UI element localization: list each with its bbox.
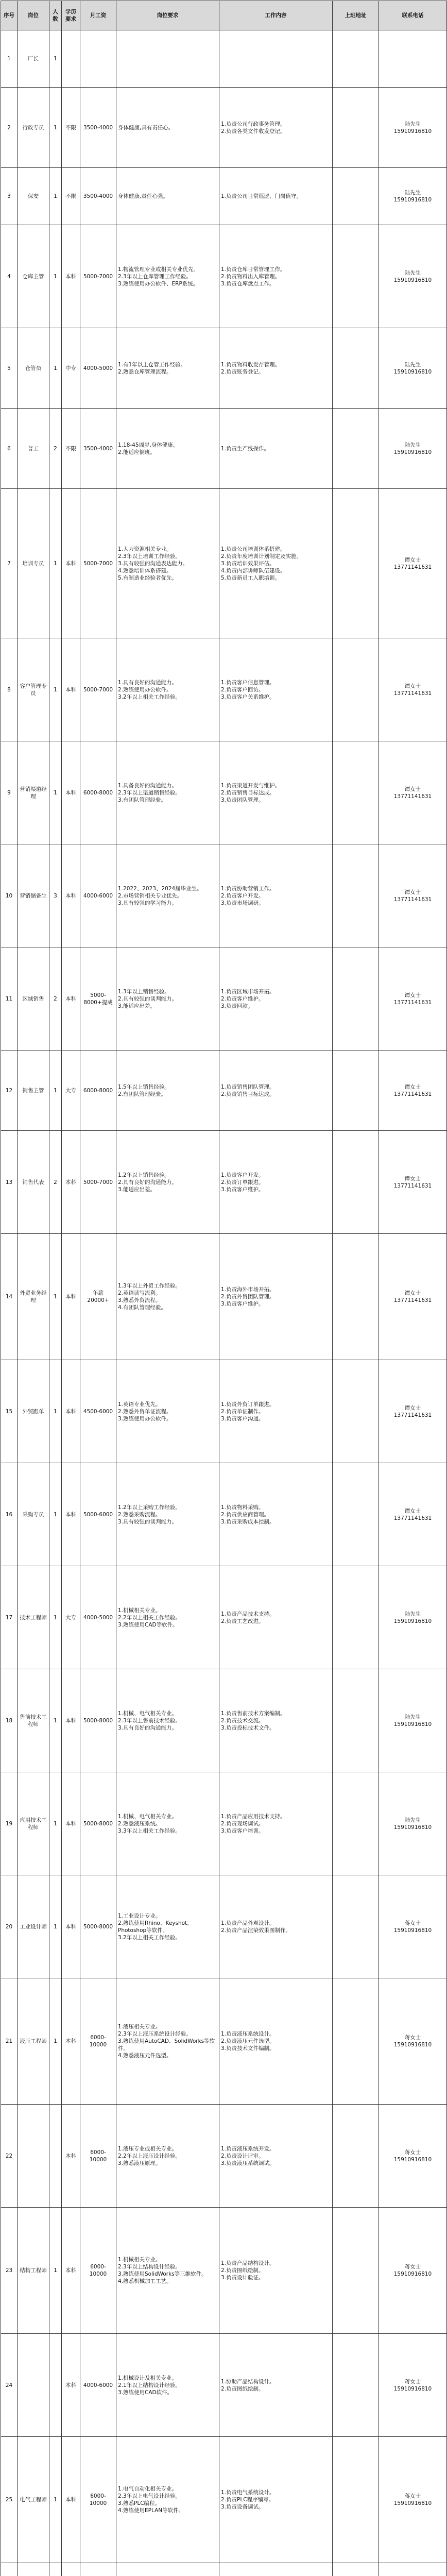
cell-addr [333, 168, 379, 225]
cell-addr [333, 1875, 379, 1978]
cell-tel: 谭女士 13771141631 [379, 741, 447, 844]
table-row [1, 1360, 447, 1463]
cell-work: 1.负责仓库日常管理工作。 2.负责物料出入库管理。 3.负责仓库盘点工作。 [219, 225, 333, 328]
cell-edu: 不限 [62, 168, 80, 225]
column-header: 学历要求 [62, 1, 80, 30]
cell-pay: 6000-10000 [80, 2105, 116, 2208]
cell-work: 1.负责渠道开发与维护。 2.负责销售目标达成。 3.负责团队管理。 [219, 741, 333, 844]
cell-pay: 4000-5000 [80, 328, 116, 409]
cell-addr [333, 88, 379, 168]
cell-post [18, 2105, 49, 2208]
cell-req: 1.3年以上外贸工作经验。 2.英语读写流利。 3.熟悉外贸流程。 4.有团队管理经验。 [116, 1234, 219, 1360]
cell-num [49, 2563, 62, 2576]
cell-addr [333, 2105, 379, 2208]
cell-no: 20 [1, 1875, 18, 1978]
cell-req [116, 30, 219, 88]
cell-no: 22 [1, 2105, 18, 2208]
table-row [1, 489, 447, 638]
cell-pay: 5000-7000 [80, 489, 116, 638]
cell-work: 1.负责协助营销工作。 2.负责客户开发。 3.负责市场调研。 [219, 844, 333, 947]
table-row [1, 1772, 447, 1875]
cell-post: 外贸跟单 [18, 1360, 49, 1463]
cell-tel: 陆先生 15910916810 [379, 88, 447, 168]
cell-num: 1 [49, 638, 62, 741]
cell-pay [80, 2563, 116, 2576]
cell-req: 身体健康,具有责任心。 [116, 88, 219, 168]
cell-req: 1.机械相关专业。 2.3年以上结构设计经验。 3.熟练使用SolidWorks等三维软件。 4.熟悉机械加工工艺。 [116, 2208, 219, 2334]
cell-addr [333, 30, 379, 88]
cell-edu: 中专 [62, 328, 80, 409]
cell-edu: 本科 [62, 1669, 80, 1772]
cell-no: 21 [1, 1978, 18, 2105]
cell-work: 1.负责销售团队管理。 2.负责销售目标达成。 [219, 1050, 333, 1131]
cell-work: 1.负责区域市场开拓。 2.负责客户维护。 3.负责回款。 [219, 947, 333, 1050]
table-row [1, 1875, 447, 1978]
cell-tel: 谭女士 13771141631 [379, 1360, 447, 1463]
cell-req: 1.英语专业优先。 2.熟悉外贸单证流程。 3.熟练使用办公软件。 [116, 1360, 219, 1463]
cell-work: 1.负责客户开发。 2.负责订单跟进。 3.负责客户维护。 [219, 1131, 333, 1234]
cell-pay: 6000-10000 [80, 2437, 116, 2563]
cell-addr [333, 1463, 379, 1566]
cell-no: 18 [1, 1669, 18, 1772]
cell-post: 厂长 [18, 30, 49, 88]
cell-work: 1.负责液压系统设计。 2.负责液压元件选型。 3.负责技术文件编制。 [219, 1978, 333, 2105]
cell-req: 1.物流管理专业或相关专业优先。 2.3年以上仓库管理工作经验。 3.熟练使用办公软件、ERP系统。 [116, 225, 219, 328]
cell-post: 技术工程师 [18, 1566, 49, 1669]
cell-pay: 4500-6000 [80, 1360, 116, 1463]
cell-num: 1 [49, 2437, 62, 2563]
cell-num: 1 [49, 1566, 62, 1669]
cell-work: 1.负责物料采购。 2.负责供应商管理。 3.负责采购成本控制。 [219, 1463, 333, 1566]
cell-edu [62, 30, 80, 88]
header-row [1, 1, 447, 30]
cell-num: 2 [49, 1131, 62, 1234]
cell-addr [333, 2334, 379, 2437]
cell-num: 1 [49, 1978, 62, 2105]
cell-work: 1.负责公司行政事务管理。 2.负责各类文件收发登记。 [219, 88, 333, 168]
table-row [1, 2208, 447, 2334]
cell-tel: 谭女士 13771141631 [379, 1050, 447, 1131]
cell-post: 采购专员 [18, 1463, 49, 1566]
cell-tel: 陆先生 15910916810 [379, 328, 447, 409]
cell-addr [333, 2208, 379, 2334]
cell-addr [333, 1566, 379, 1669]
cell-edu: 不限 [62, 88, 80, 168]
cell-addr [333, 2437, 379, 2563]
cell-tel: 陆先生 15910916810 [379, 409, 447, 489]
cell-work: 1.协助产品结构设计。 2.负责图纸绘制。 [219, 2334, 333, 2437]
cell-no: 15 [1, 1360, 18, 1463]
cell-pay: 3500-4000 [80, 88, 116, 168]
cell-no: 10 [1, 844, 18, 947]
cell-post: 客户管理专员 [18, 638, 49, 741]
column-header: 岗位 [18, 1, 49, 30]
cell-req: 1.3年以上销售经验。 2.具有较强的谈判能力。 3.能适应出差。 [116, 947, 219, 1050]
cell-edu: 本科 [62, 489, 80, 638]
table-row [1, 1669, 447, 1772]
cell-no: 13 [1, 1131, 18, 1234]
cell-edu: 本科 [62, 844, 80, 947]
cell-tel: 陆先生 15910916810 [379, 1772, 447, 1875]
cell-work: 1.负责客户信息管理。 2.负责客户回访。 3.负责客户关系维护。 [219, 638, 333, 741]
cell-tel: 谭女士 13771141631 [379, 1234, 447, 1360]
cell-req: 1.机械、电气相关专业。 2.熟悉液压系统。 3.3年以上相关工作经验。 [116, 1772, 219, 1875]
cell-addr [333, 409, 379, 489]
cell-tel: 蒋女士 15910916810 [379, 2334, 447, 2437]
cell-edu: 大专 [62, 1566, 80, 1669]
table-row [1, 2334, 447, 2437]
cell-req: 1.2年以上销售经验。 2.具有良好的沟通能力。 3.能适应出差。 [116, 1131, 219, 1234]
cell-addr [333, 1772, 379, 1875]
cell-addr [333, 2563, 379, 2576]
cell-addr [333, 741, 379, 844]
cell-work: 1.负责电气系统设计。 2.负责PLC程序编写。 3.负责设备调试。 [219, 2437, 333, 2563]
cell-tel: 蒋女士 15910916810 [379, 2208, 447, 2334]
cell-num: 2 [49, 947, 62, 1050]
cell-pay: 5000-7000 [80, 225, 116, 328]
cell-req: 1.人力资源相关专业。 2.3年以上培训工作经验。 3.具有较强的沟通表达能力。 4.熟悉培训体系搭建。 5.有制造业经验者优先。 [116, 489, 219, 638]
cell-num: 1 [49, 2208, 62, 2334]
cell-edu: 本科 [62, 2437, 80, 2563]
cell-pay: 年薪20000+ [80, 1234, 116, 1360]
column-header: 上班地址 [333, 1, 379, 30]
cell-num: 1 [49, 225, 62, 328]
cell-addr [333, 489, 379, 638]
cell-num: 1 [49, 1234, 62, 1360]
cell-req: 1.液压专业或相关专业。 2.2年以上液压设计经验。 3.熟悉液压原理。 [116, 2105, 219, 2208]
table-row [1, 1978, 447, 2105]
cell-post: 液压工程师 [18, 1978, 49, 2105]
cell-work: 1.负责产品结构设计。 2.负责图纸绘制。 3.负责设计验证。 [219, 2208, 333, 2334]
table-row [1, 1566, 447, 1669]
cell-addr [333, 1050, 379, 1131]
cell-num: 1 [49, 489, 62, 638]
cell-tel: 蒋女士 15910916810 [379, 2105, 447, 2208]
cell-post: 仓库主管 [18, 225, 49, 328]
cell-work: 1.负责外贸订单跟进。 2.负责单证制作。 3.负责客户沟通。 [219, 1360, 333, 1463]
cell-work: 1.负责液压系统开发。 2.负责设计评审。 3.负责液压系统调试。 [219, 2105, 333, 2208]
cell-tel: 谭女士 13771141631 [379, 1463, 447, 1566]
cell-no: 1 [1, 30, 18, 88]
cell-addr [333, 844, 379, 947]
column-header: 联系电话 [379, 1, 447, 30]
cell-edu [62, 2563, 80, 2576]
cell-post: 工业设计师 [18, 1875, 49, 1978]
cell-post: 培训专员 [18, 489, 49, 638]
cell-post: 普工 [18, 409, 49, 489]
cell-addr [333, 1669, 379, 1772]
cell-tel: 陆先生 15910916810 [379, 1669, 447, 1772]
cell-num: 1 [49, 1875, 62, 1978]
cell-work: 1.负责产品技术支持。 2.负责工艺改进。 [219, 1566, 333, 1669]
cell-post: 外贸业务经理 [18, 1234, 49, 1360]
cell-pay [80, 30, 116, 88]
column-header: 序号 [1, 1, 18, 30]
cell-work [219, 2563, 333, 2576]
cell-no: 2 [1, 88, 18, 168]
cell-req: 1.18-45周岁,身体健康。 2.能适应倒班。 [116, 409, 219, 489]
table-row [1, 2105, 447, 2208]
cell-post: 仓管员 [18, 328, 49, 409]
cell-post: 保安 [18, 168, 49, 225]
cell-num: 1 [49, 30, 62, 88]
cell-req: 1.2022、2023、2024届毕业生。 2.市场营销相关专业优先。 3.具有较强的学习能力。 [116, 844, 219, 947]
cell-post: 销售代表 [18, 1131, 49, 1234]
cell-tel: 谭女士 13771141631 [379, 844, 447, 947]
cell-num: 1 [49, 1360, 62, 1463]
cell-num: 1 [49, 741, 62, 844]
cell-post: 营销储备生 [18, 844, 49, 947]
cell-num: 1 [49, 1772, 62, 1875]
cell-addr [333, 638, 379, 741]
cell-addr [333, 1131, 379, 1234]
table-row [1, 844, 447, 947]
cell-tel [379, 30, 447, 88]
table-row [1, 1050, 447, 1131]
cell-pay: 3500-4000 [80, 168, 116, 225]
table-row [1, 168, 447, 225]
cell-edu: 本科 [62, 741, 80, 844]
cell-tel: 蒋女士 15910916810 [379, 1875, 447, 1978]
cell-post: 售前技术工程师 [18, 1669, 49, 1772]
cell-no: 11 [1, 947, 18, 1050]
cell-req: 1.机械、电气相关专业。 2.3年以上售前技术经验。 3.具有良好的沟通能力。 [116, 1669, 219, 1772]
cell-pay: 6000-10000 [80, 2208, 116, 2334]
cell-no: 24 [1, 2334, 18, 2437]
cell-pay: 3500-4000 [80, 409, 116, 489]
cell-edu: 本科 [62, 947, 80, 1050]
cell-work: 1.负责海外市场开拓。 2.负责外贸团队管理。 3.负责客户维护。 [219, 1234, 333, 1360]
cell-no: 16 [1, 1463, 18, 1566]
cell-edu: 本科 [62, 2334, 80, 2437]
cell-work: 1.负责物料收发存管理。 2.负责账务登记。 [219, 328, 333, 409]
cell-pay: 5000-8000 [80, 1669, 116, 1772]
cell-edu: 本科 [62, 1875, 80, 1978]
cell-req: 1.工业设计专业。 2.熟练使用Rhino、Keyshot、Photoshop等软件。 3.2年以上相关工作经验。 [116, 1875, 219, 1978]
cell-work: 1.负责产品应用技术支持。 2.负责现场调试。 3.负责客户培训。 [219, 1772, 333, 1875]
cell-num [49, 2105, 62, 2208]
column-header: 岗位要求 [116, 1, 219, 30]
cell-req: 1.5年以上销售经验。 2.有团队管理经验。 [116, 1050, 219, 1131]
cell-post: 销售主管 [18, 1050, 49, 1131]
cell-req: 1.机械相关专业。 2.2年以上相关工作经验。 3.熟练使用CAD等软件。 [116, 1566, 219, 1669]
cell-num: 1 [49, 168, 62, 225]
cell-edu: 本科 [62, 2208, 80, 2334]
cell-req: 1.具备良好的沟通能力。 2.3年以上渠道销售经验。 3.有团队管理经验。 [116, 741, 219, 844]
cell-no [1, 2563, 18, 2576]
cell-edu: 不限 [62, 409, 80, 489]
table-row [1, 225, 447, 328]
recruitment-table [1, 1, 447, 2576]
cell-req: 1.2年以上采购工作经验。 2.熟悉采购流程。 3.具有较强的谈判能力。 [116, 1463, 219, 1566]
cell-no: 9 [1, 741, 18, 844]
cell-addr [333, 947, 379, 1050]
cell-num: 1 [49, 328, 62, 409]
cell-pay: 6000-8000 [80, 1050, 116, 1131]
table-row [1, 1131, 447, 1234]
cell-no: 14 [1, 1234, 18, 1360]
table-row [1, 409, 447, 489]
cell-post: 结构工程师 [18, 2208, 49, 2334]
cell-req: 1.电气自动化相关专业。 2.3年以上电气设计经验。 3.熟悉PLC编程。 4.熟练使用EPLAN等软件。 [116, 2437, 219, 2563]
cell-num: 3 [49, 844, 62, 947]
cell-edu: 本科 [62, 1360, 80, 1463]
cell-edu: 本科 [62, 2105, 80, 2208]
cell-num: 1 [49, 1669, 62, 1772]
cell-post: 电气工程师 [18, 2437, 49, 2563]
cell-addr [333, 328, 379, 409]
table-row [1, 2437, 447, 2563]
cell-edu: 本科 [62, 1978, 80, 2105]
cell-no: 3 [1, 168, 18, 225]
table-body [1, 30, 447, 2576]
cell-pay: 5000-6000 [80, 1463, 116, 1566]
cell-work: 1.负责产品外观设计。 2.负责产品渲染效果图制作。 [219, 1875, 333, 1978]
cell-work: 1.负责生产线操作。 [219, 409, 333, 489]
cell-pay: 5000-7000 [80, 1131, 116, 1234]
cell-tel: 陆先生 15910916810 [379, 168, 447, 225]
cell-no: 25 [1, 2437, 18, 2563]
cell-edu: 本科 [62, 1463, 80, 1566]
table-row [1, 88, 447, 168]
cell-tel [379, 2563, 447, 2576]
cell-tel: 谭女士 13771141631 [379, 638, 447, 741]
cell-work [219, 30, 333, 88]
cell-tel: 蒋女士 15910916810 [379, 1978, 447, 2105]
cell-num: 1 [49, 1050, 62, 1131]
cell-num: 2 [49, 409, 62, 489]
cell-post: 应用技术工程师 [18, 1772, 49, 1875]
cell-edu: 本科 [62, 638, 80, 741]
cell-req: 1.液压相关专业。 2.3年以上液压系统设计经验。 3.熟练使用AutoCAD、SolidWorks等软件。 4.熟悉液压元件选型。 [116, 1978, 219, 2105]
cell-no: 23 [1, 2208, 18, 2334]
cell-no: 5 [1, 328, 18, 409]
column-header: 工作内容 [219, 1, 333, 30]
table-row [1, 741, 447, 844]
cell-req [116, 2563, 219, 2576]
cell-work: 1.负责售前技术方案编制。 2.负责技术交流。 3.负责投标技术文件。 [219, 1669, 333, 1772]
cell-req: 身体健康,责任心强。 [116, 168, 219, 225]
cell-addr [333, 1978, 379, 2105]
cell-post [18, 2334, 49, 2437]
cell-no: 8 [1, 638, 18, 741]
cell-num: 1 [49, 88, 62, 168]
cell-pay: 5000-7000 [80, 638, 116, 741]
cell-no: 4 [1, 225, 18, 328]
cell-pay: 6000-10000 [80, 1978, 116, 2105]
cell-edu: 本科 [62, 225, 80, 328]
cell-tel: 谭女士 13771141631 [379, 489, 447, 638]
table-row [1, 1234, 447, 1360]
column-header: 人数 [49, 1, 62, 30]
cell-pay: 5000-8000 [80, 1875, 116, 1978]
cell-no: 7 [1, 489, 18, 638]
cell-post: 区域销售 [18, 947, 49, 1050]
table-row [1, 638, 447, 741]
column-header: 月工资 [80, 1, 116, 30]
cell-no: 12 [1, 1050, 18, 1131]
cell-req: 1.机械设计及相关专业。 2.1年以上结构设计经验。 3.熟练使用CAD软件。 [116, 2334, 219, 2437]
cell-addr [333, 1234, 379, 1360]
cell-tel: 陆先生 15910916810 [379, 225, 447, 328]
cell-post: 行政专员 [18, 88, 49, 168]
cell-edu: 本科 [62, 1131, 80, 1234]
cell-post [18, 2563, 49, 2576]
cell-addr [333, 225, 379, 328]
cell-pay: 4000-6000 [80, 2334, 116, 2437]
table-row [1, 328, 447, 409]
cell-no: 17 [1, 1566, 18, 1669]
cell-edu: 本科 [62, 1234, 80, 1360]
cell-tel: 陆先生 15910916810 [379, 1566, 447, 1669]
cell-no: 19 [1, 1772, 18, 1875]
cell-tel: 谭女士 13771141631 [379, 947, 447, 1050]
table-row [1, 30, 447, 88]
cell-addr [333, 1360, 379, 1463]
cell-num: 1 [49, 1463, 62, 1566]
cell-pay: 4000-6000 [80, 844, 116, 947]
cell-pay: 5000-8000+提成 [80, 947, 116, 1050]
table-row [1, 1463, 447, 1566]
cell-req: 1.有1年以上仓管工作经验。 2.熟悉仓库管理流程。 [116, 328, 219, 409]
cell-work: 1.负责公司培训体系搭建。 2.负责年度培训计划制定及实施。 3.负责培训效果评估。 4.负责内部讲师队伍建设。 5.负责新员工入职培训。 [219, 489, 333, 638]
cell-post: 营销渠道经理 [18, 741, 49, 844]
cell-edu: 大专 [62, 1050, 80, 1131]
cell-edu: 本科 [62, 1772, 80, 1875]
table-row [1, 947, 447, 1050]
cell-num [49, 2334, 62, 2437]
cell-tel: 蒋女士 15910916810 [379, 2437, 447, 2563]
cell-pay: 6000-8000 [80, 741, 116, 844]
cell-req: 1.具有良好的沟通能力。 2.熟练使用办公软件。 3.2年以上相关工作经验。 [116, 638, 219, 741]
cell-pay: 4000-5000 [80, 1566, 116, 1669]
cell-tel: 谭女士 13771141631 [379, 1131, 447, 1234]
cell-no: 6 [1, 409, 18, 489]
table-row [1, 2563, 447, 2576]
cell-pay: 5000-8000 [80, 1772, 116, 1875]
cell-work: 1.负责公司日常巡逻、门岗值守。 [219, 168, 333, 225]
